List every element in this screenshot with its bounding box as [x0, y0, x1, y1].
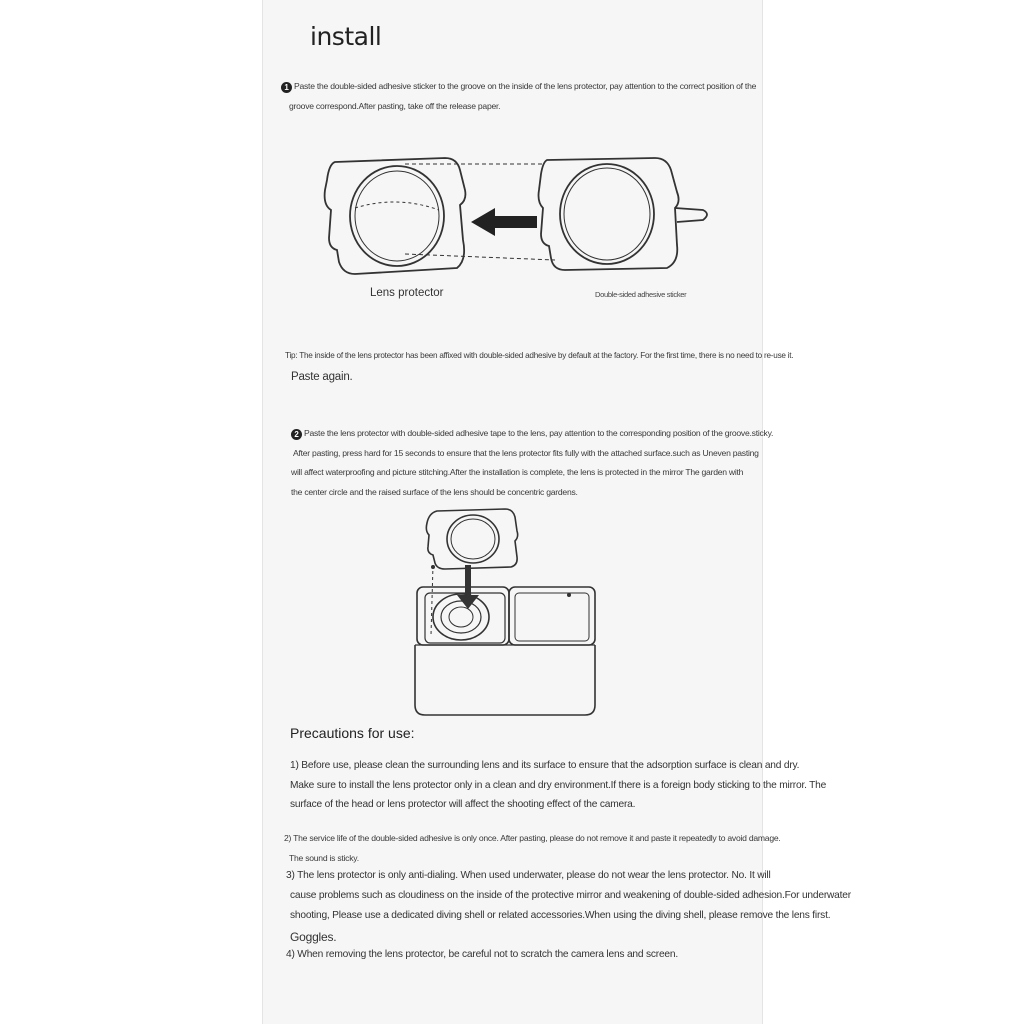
precautions-heading: Precautions for use: [290, 725, 415, 741]
tip-line1: Tip: The inside of the lens protector has been affixed with double-sided adhesive by default at the factory. For the first time, there is no need to re-use it. [285, 351, 794, 360]
lens-protector-label: Lens protector [370, 287, 444, 299]
camera-screen-icon [509, 587, 595, 645]
step2-line3: will affect waterproofing and picture stitching.After the installation is complete, the lens is protected in the mirror The garden with [291, 467, 744, 477]
precaution-3-line4: Goggles. [290, 930, 337, 944]
precaution-2-line2: The sound is sticky. [289, 853, 359, 863]
adhesive-sticker-label: Double-sided adhesive sticker [595, 290, 687, 299]
step2-line2: After pasting, press hard for 15 seconds to ensure that the lens protector fits fully with the attached surface.such as Uneven pasting [293, 448, 759, 458]
adhesive-sticker-ring-icon [560, 164, 654, 264]
precaution-3-line3: shooting, Please use a dedicated diving shell or related accessories.When using the diving shell, please remove the lens first. [290, 910, 831, 921]
step2-line4: the center circle and the raised surface of the lens should be concentric gardens. [291, 487, 578, 497]
precaution-3-line2: cause problems such as cloudiness on the inside of the protective mirror and weakening of double-sided adhesion.For underwater [290, 890, 851, 901]
step2-number-badge: 2 [291, 429, 302, 440]
release-paper-tab-icon [675, 208, 707, 222]
step2-line1: 2 Paste the lens protector with double-sided adhesive tape to the lens, pay attention to the corresponding position of the groove.sticky. [291, 428, 773, 440]
left-arrow-icon [471, 208, 537, 236]
step1-line1: 1 Paste the double-sided adhesive sticker to the groove on the inside of the lens protector, pay attention to the correct position of the [281, 81, 756, 93]
lens-protector-ring-icon [350, 166, 444, 266]
precaution-3-line1: 3) The lens protector is only anti-dialing. When used underwater, please do not wear the lens protector. No. It will [286, 870, 771, 881]
camera-body-icon [415, 645, 595, 715]
precaution-2-line1: 2) The service life of the double-sided adhesive is only once. After pasting, please do not remove it and paste it repeatedly to avoid damage. [284, 833, 781, 843]
precaution-1-line3: surface of the head or lens protector will affect the shooting effect of the camera. [290, 799, 636, 810]
step1-line2: groove correspond.After pasting, take off the release paper. [289, 101, 501, 111]
tip-line2: Paste again. [291, 371, 353, 383]
page-title: install [310, 22, 382, 51]
camera-install-figure [405, 505, 605, 720]
precaution-1-line1: 1) Before use, please clean the surrounding lens and its surface to ensure that the adsorption surface is clean and dry. [290, 760, 800, 771]
precaution-1-line2: Make sure to install the lens protector only in a clean and dry environment.If there is a foreign body sticking to the mirror. The [290, 780, 827, 791]
step1-number-badge: 1 [281, 82, 292, 93]
lens-protector-sticker-figure [315, 150, 725, 290]
lens-protector-top-icon [426, 509, 517, 569]
precaution-4-line1: 4) When removing the lens protector, be careful not to scratch the camera lens and screen. [286, 949, 678, 960]
